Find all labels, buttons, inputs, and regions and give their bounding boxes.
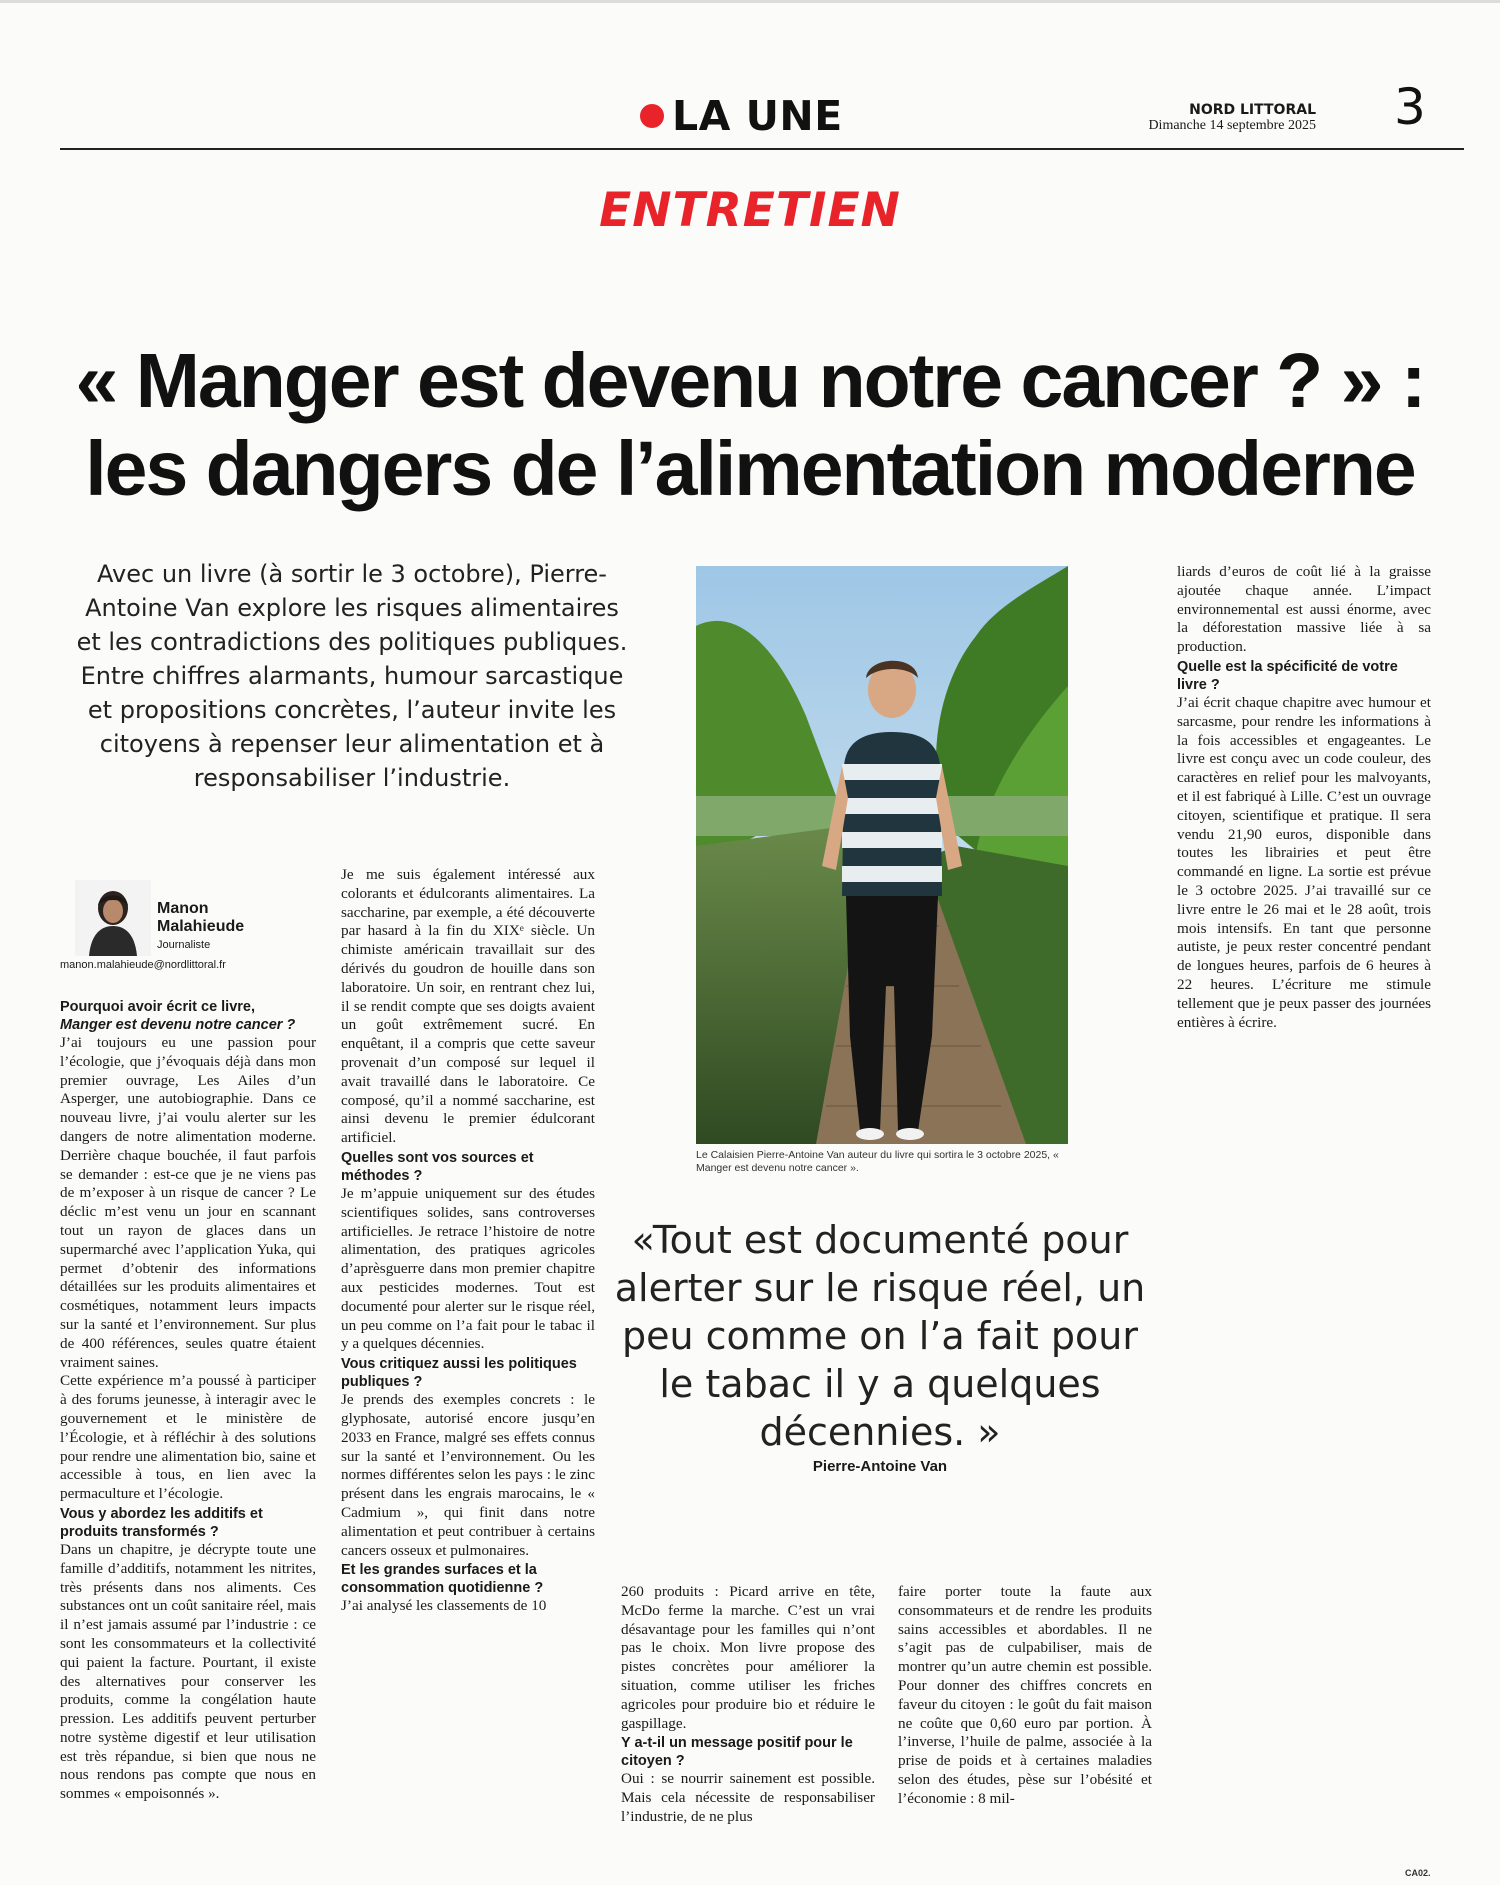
question-3: Quelles sont vos sources et méthodes ? <box>341 1149 534 1184</box>
article-column-3 <box>621 1583 875 1827</box>
question-1 <box>60 998 316 1034</box>
section-label <box>640 92 843 140</box>
publication-date: Dimanche 14 septembre 2025 <box>1148 118 1316 133</box>
author-name: Manon Malahieude <box>157 900 245 935</box>
question-1-text: Pourquoi avoir écrit ce livre, <box>60 999 256 1015</box>
answer-paragraph: J’ai analysé les classements de 10 <box>341 1597 547 1615</box>
chapo: Avec un livre (à sortir le 3 octobre), Pierre-Antoine Van explore les risques alimentaires et les contradictions des politiques publiques. Entre chiffres alarmants, humour sarcastique et propositions concrètes, l’auteur invite les citoyens à repenser leur alimentation et à responsabiliser l’industrie. <box>76 560 628 792</box>
answer-paragraph: Je m’appuie uniquement sur des études scientifiques solides, sans controverses artificielles. Je retrace l’histoire de notre alimentation, des pratiques agricoles d’aprèsguerre dans mon premier chapitre aux pesticides modernes. Tout est documenté pour alerter sur le risque réel, un peu comme on l’a fait pour le tabac il y a quelques décennies. <box>341 1184 595 1353</box>
publication-name: NORD LITTORAL <box>1189 102 1316 118</box>
answer-paragraph: 260 produits : Picard arrive en tête, McDo ferme la marche. C’est un vrai désavantage pour les familles qui n’ont pas le choix. Mon livre propose des pistes concrètes pour améliorer la situation, comme utiliser les friches agricoles pour produire bio et réduire le gaspillage. <box>621 1583 875 1732</box>
answer-paragraph: Dans un chapitre, je décrypte toute une famille d’additifs, notamment les nitrites, très présents dans nos aliments. Ces substances ont un coût sanitaire réel, mais il n’est jamais assumé par l’industrie : ce sont les consommateurs et la collectivité qui paient la facture. Pourtant, il existe des alternatives pour conserver les produits, comme la congélation haute pression. Les additifs peuvent perturber notre système digestif et leur utilisation est très répandue, si bien que nous ne nous rendons pas compte que nous en sommes « empoisonnés ». <box>60 1540 316 1803</box>
kicker: ENTRETIEN <box>599 183 901 238</box>
author-avatar <box>75 880 151 956</box>
author-block <box>60 880 290 980</box>
page-number: 3 <box>1394 78 1426 136</box>
article-column-2 <box>341 866 595 1616</box>
headline-line-1: « Manger est devenu notre cancer ? » : <box>75 338 1425 424</box>
answer-paragraph: Je me suis également intéressé aux colorants et édulcorants alimentaires. La saccharine, par exemple, a été découverte par hasard à la fin du XIXᵉ siècle. Un chimiste américain travaillait sur des dérivés du goudron de houille dans son laboratoire. Un soir, en rentrant chez lui, il se rendit compte que ses doigts avaient un goût extrêmement sucré. En enquêtant, il a compris que cette saveur provenait d’un composé sur lequel il avait travaillé dans le laboratoire. Ce composé, qu’il a nommé saccharine, est ainsi devenu le premier édulcorant artificiel. <box>341 866 595 1147</box>
question-1-title: Manger est devenu notre cancer ? <box>60 1017 296 1033</box>
answer-paragraph: J’ai toujours eu une passion pour l’écologie, que j’évoquais déjà dans mon premier ouvrage, Les Ailes d’un Asperger, une autobiographie. Dans ce nouveau livre, j’ai voulu alerter sur les dangers de notre alimentation moderne. Derrière chaque bouchée, il faut parfois se demander : est-ce que je ne viens pas de m’exposer à un risque de cancer ? Le déclic m’est venu un jour en scannant tout un rayon de glaces dans un supermarché avec l’application Yuka, qui permet d’obtenir des informations détaillées sur les produits alimentaires et cosmétiques, notamment leurs impacts sur la santé et l’environnement. Sur plus de 400 références, seules quatre étaient vraiment saines. <box>60 1034 316 1371</box>
header-rule <box>60 148 1464 150</box>
answer-paragraph: Je prends des exemples concrets : le glyphosate, autorisé encore jusqu’en 2033 en France, malgré ses effets connus sur la santé et l’environnement. Ou les normes différentes selon les pays : le zinc présent dans les engrais marocains, le « Cadmium », qui finit dans notre alimentation et peut contribuer à certains cancers osseux et pulmonaires. <box>341 1391 595 1559</box>
article-column-5 <box>1177 563 1431 1032</box>
answer-paragraph: Oui : se nourrir sainement est possible. Mais cela nécessite de responsabiliser l’industrie, de ne plus <box>621 1770 875 1825</box>
question-7: Quelle est la spécificité de votre livre ? <box>1177 658 1398 693</box>
section-dot-icon <box>640 104 664 128</box>
pull-quote-author: Pierre-Antoine Van <box>812 1458 948 1475</box>
photo-caption: Le Calaisien Pierre-Antoine Van auteur du livre qui sortira le 3 octobre 2025, « Manger est devenu notre cancer ». <box>696 1149 1059 1174</box>
question-5: Et les grandes surfaces et la consommation quotidienne ? <box>341 1562 544 1597</box>
page-code: CA02. <box>1405 1868 1431 1878</box>
headline <box>40 337 1460 513</box>
pull-quote: «Tout est documenté pour alerter sur le risque réel, un peu comme on l’a fait pour le tabac il y a quelques décennies. » <box>614 1218 1146 1454</box>
publication-info <box>1148 103 1316 133</box>
section-name: LA UNE <box>672 92 843 140</box>
question-6: Y a-t-il un message positif pour le citoyen ? <box>621 1735 853 1770</box>
author-role: Journaliste <box>157 939 211 951</box>
answer-paragraph: Cette expérience m’a poussé à participer à des forums jeunesse, à interagir avec le gouvernement et le ministère de l’Écologie, et à réfléchir à des solutions pour rendre une alimentation bio, saine et accessible à tous, en lien avec la permaculture et l’écologie. <box>60 1372 316 1503</box>
answer-paragraph: liards d’euros de coût lié à la graisse ajoutée chaque année. L’impact environnemental est aussi énorme, avec la déforestation massive liée à sa production. <box>1177 563 1431 656</box>
headline-line-2: les dangers de l’alimentation moderne <box>85 426 1415 512</box>
article-column-4 <box>898 1583 1152 1809</box>
question-2: Vous y abordez les additifs et produits transformés ? <box>60 1505 263 1540</box>
question-4: Vous critiquez aussi les politiques publiques ? <box>341 1356 577 1391</box>
article-column-1 <box>60 997 316 1804</box>
top-border <box>0 0 1500 3</box>
author-photo <box>696 566 1068 1144</box>
author-email: manon.malahieude@nordlittoral.fr <box>60 959 226 971</box>
answer-paragraph: faire porter toute la faute aux consommateurs et de rendre les produits sains accessibles et abordables. Il ne s’agit pas de culpabiliser, mais de montrer qu’un autre chemin est possible. Pour donner des chiffres concrets en faveur du citoyen : le goût du fait maison ne coûte que 0,60 euro par portion. À l’inverse, l’huile de palme, associée à la prise de poids et à certaines maladies selon des études, pèse sur l’obésité et l’économie : 8 mil- <box>898 1583 1152 1807</box>
answer-paragraph: J’ai écrit chaque chapitre avec humour et sarcasme, pour rendre les informations à la fois accessibles et engageantes. Le livre est conçu avec un code couleur, des caractères en relief pour les malvoyants, et il est fabriqué à Lille. C’est un ouvrage citoyen, scientifique et pratique. Il sera vendu 21,90 euros, disponible dans toutes les librairies et peut être commandé en ligne. La sortie est prévue le 3 octobre 2025. J’ai travaillé sur ce livre entre le 26 mai et le 28 août, trois mois intensifs. En tant que personne autiste, je peux rester concentré pendant de longues heures, parfois de 6 heures à 22 heures. L’écriture me stimule tellement que je peux passer des journées entières à écrire. <box>1177 693 1431 1031</box>
